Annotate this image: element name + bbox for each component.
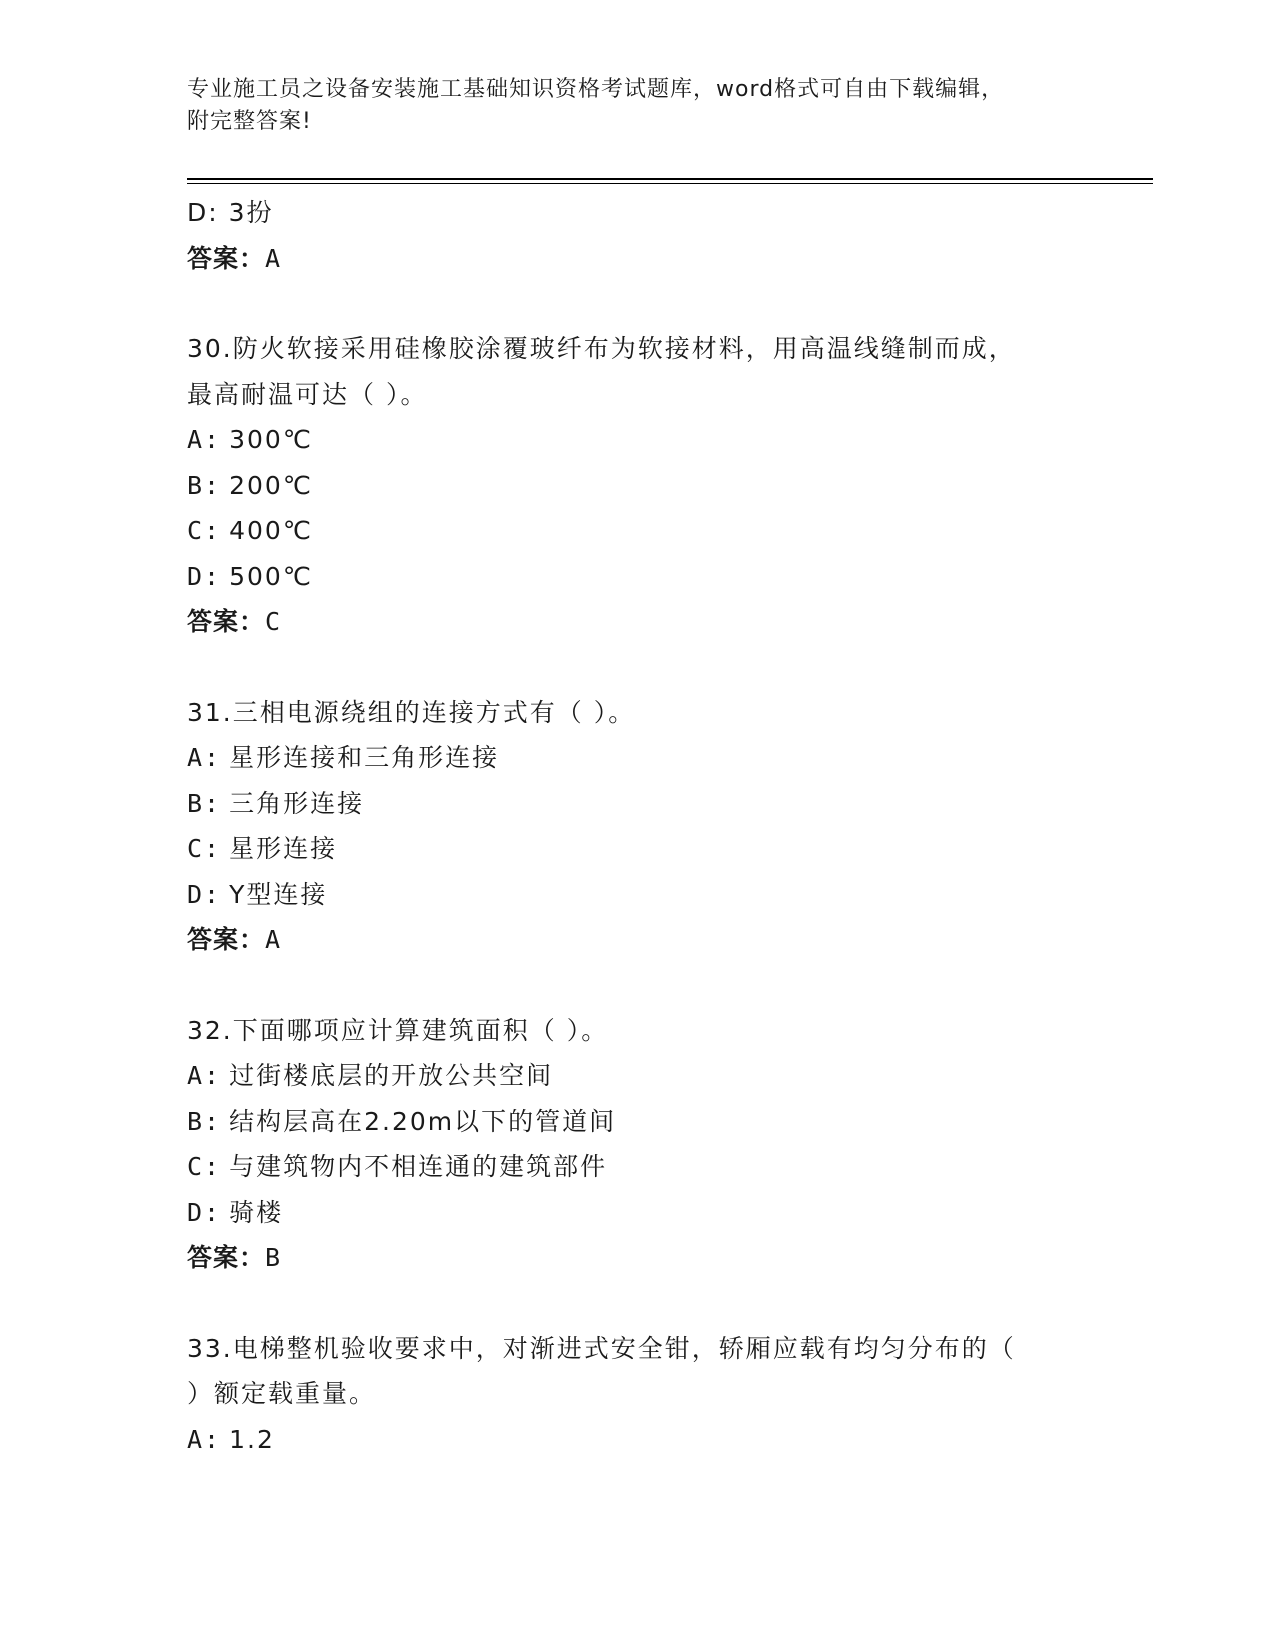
answer-label: 答案： — [187, 1243, 266, 1272]
question-31-answer — [187, 917, 1087, 963]
question-30-option-a — [187, 417, 1087, 463]
question-30-option-d — [187, 554, 1087, 600]
answer-label: 答案： — [187, 925, 266, 954]
option-key: C: — [187, 516, 222, 545]
option-text: 骑楼 — [229, 1197, 284, 1227]
option-text: 星形连接和三角形连接 — [229, 743, 500, 772]
prev-option-d: D: 3扮 — [187, 198, 274, 227]
header-rule-thin — [187, 183, 1153, 184]
option-key: D: — [187, 561, 222, 591]
question-30-stem-line-1: 30.防火软接采用硅橡胶涂覆玻纤布为软接材料，用高温线缝制而成， — [187, 334, 1016, 363]
option-text: 300℃ — [229, 425, 313, 454]
spacer — [187, 1281, 1087, 1326]
header-line-2: 附完整答案! — [187, 109, 312, 134]
header-line-1: 专业施工员之设备安装施工基础知识资格考试题库，word格式可自由下载编辑， — [187, 77, 1005, 102]
question-33-stem-line-2: ）额定载重量。 — [187, 1379, 377, 1408]
option-text: 400℃ — [229, 516, 313, 545]
option-text: 过街楼底层的开放公共空间 — [229, 1061, 554, 1090]
spacer — [187, 645, 1087, 690]
answer-value: B — [265, 1243, 282, 1272]
option-text: 星形连接 — [229, 834, 338, 863]
option-text: 500℃ — [229, 561, 313, 591]
option-text: 结构层高在2.20m以下的管道间 — [229, 1106, 617, 1136]
question-31-option-b — [187, 781, 1087, 827]
option-text: 三角形连接 — [229, 788, 365, 818]
question-31-stem: 31.三相电源绕组的连接方式有（ ）。 — [187, 697, 636, 727]
question-30-stem-line-2: 最高耐温可达（ ）。 — [187, 379, 428, 409]
answer-value: A — [265, 925, 282, 954]
option-key: B: — [187, 1106, 222, 1136]
question-32-option-a — [187, 1053, 1087, 1099]
option-key: A: — [187, 1424, 222, 1454]
header-rule-thick — [187, 178, 1153, 180]
option-key: A: — [187, 743, 222, 772]
option-key: B: — [187, 788, 222, 818]
question-32-stem: 32.下面哪项应计算建筑面积（ ）。 — [187, 1015, 609, 1045]
question-32-option-c — [187, 1144, 1087, 1190]
question-32-option-b — [187, 1099, 1087, 1145]
option-key: C: — [187, 834, 222, 863]
question-31-option-d — [187, 872, 1087, 918]
answer-label: 答案： — [187, 243, 266, 273]
option-text: Y型连接 — [229, 879, 328, 909]
question-31-option-c — [187, 826, 1087, 872]
answer-value: A — [265, 243, 282, 273]
question-32-answer — [187, 1235, 1087, 1281]
option-key: D: — [187, 1197, 222, 1227]
page-header — [187, 74, 1087, 138]
question-33-stem-line-1: 33.电梯整机验收要求中，对渐进式安全钳，轿厢应载有均匀分布的（ — [187, 1333, 1016, 1363]
option-key: A: — [187, 425, 222, 454]
option-key: B: — [187, 470, 222, 500]
answer-value: C — [265, 607, 282, 636]
option-key: D: — [187, 879, 222, 909]
option-text: 200℃ — [229, 470, 313, 500]
question-33-option-a — [187, 1417, 1087, 1463]
prev-answer — [187, 236, 1087, 282]
option-key: A: — [187, 1061, 222, 1090]
question-32-option-d — [187, 1190, 1087, 1236]
option-text: 与建筑物内不相连通的建筑部件 — [229, 1152, 608, 1181]
question-body — [187, 190, 1087, 1462]
option-text: 1.2 — [229, 1424, 275, 1454]
spacer — [187, 281, 1087, 326]
question-30-option-c — [187, 508, 1087, 554]
question-31-option-a — [187, 735, 1087, 781]
question-30-option-b — [187, 463, 1087, 509]
spacer — [187, 963, 1087, 1008]
answer-label: 答案： — [187, 607, 266, 636]
question-30-answer — [187, 599, 1087, 645]
option-key: C: — [187, 1152, 222, 1181]
